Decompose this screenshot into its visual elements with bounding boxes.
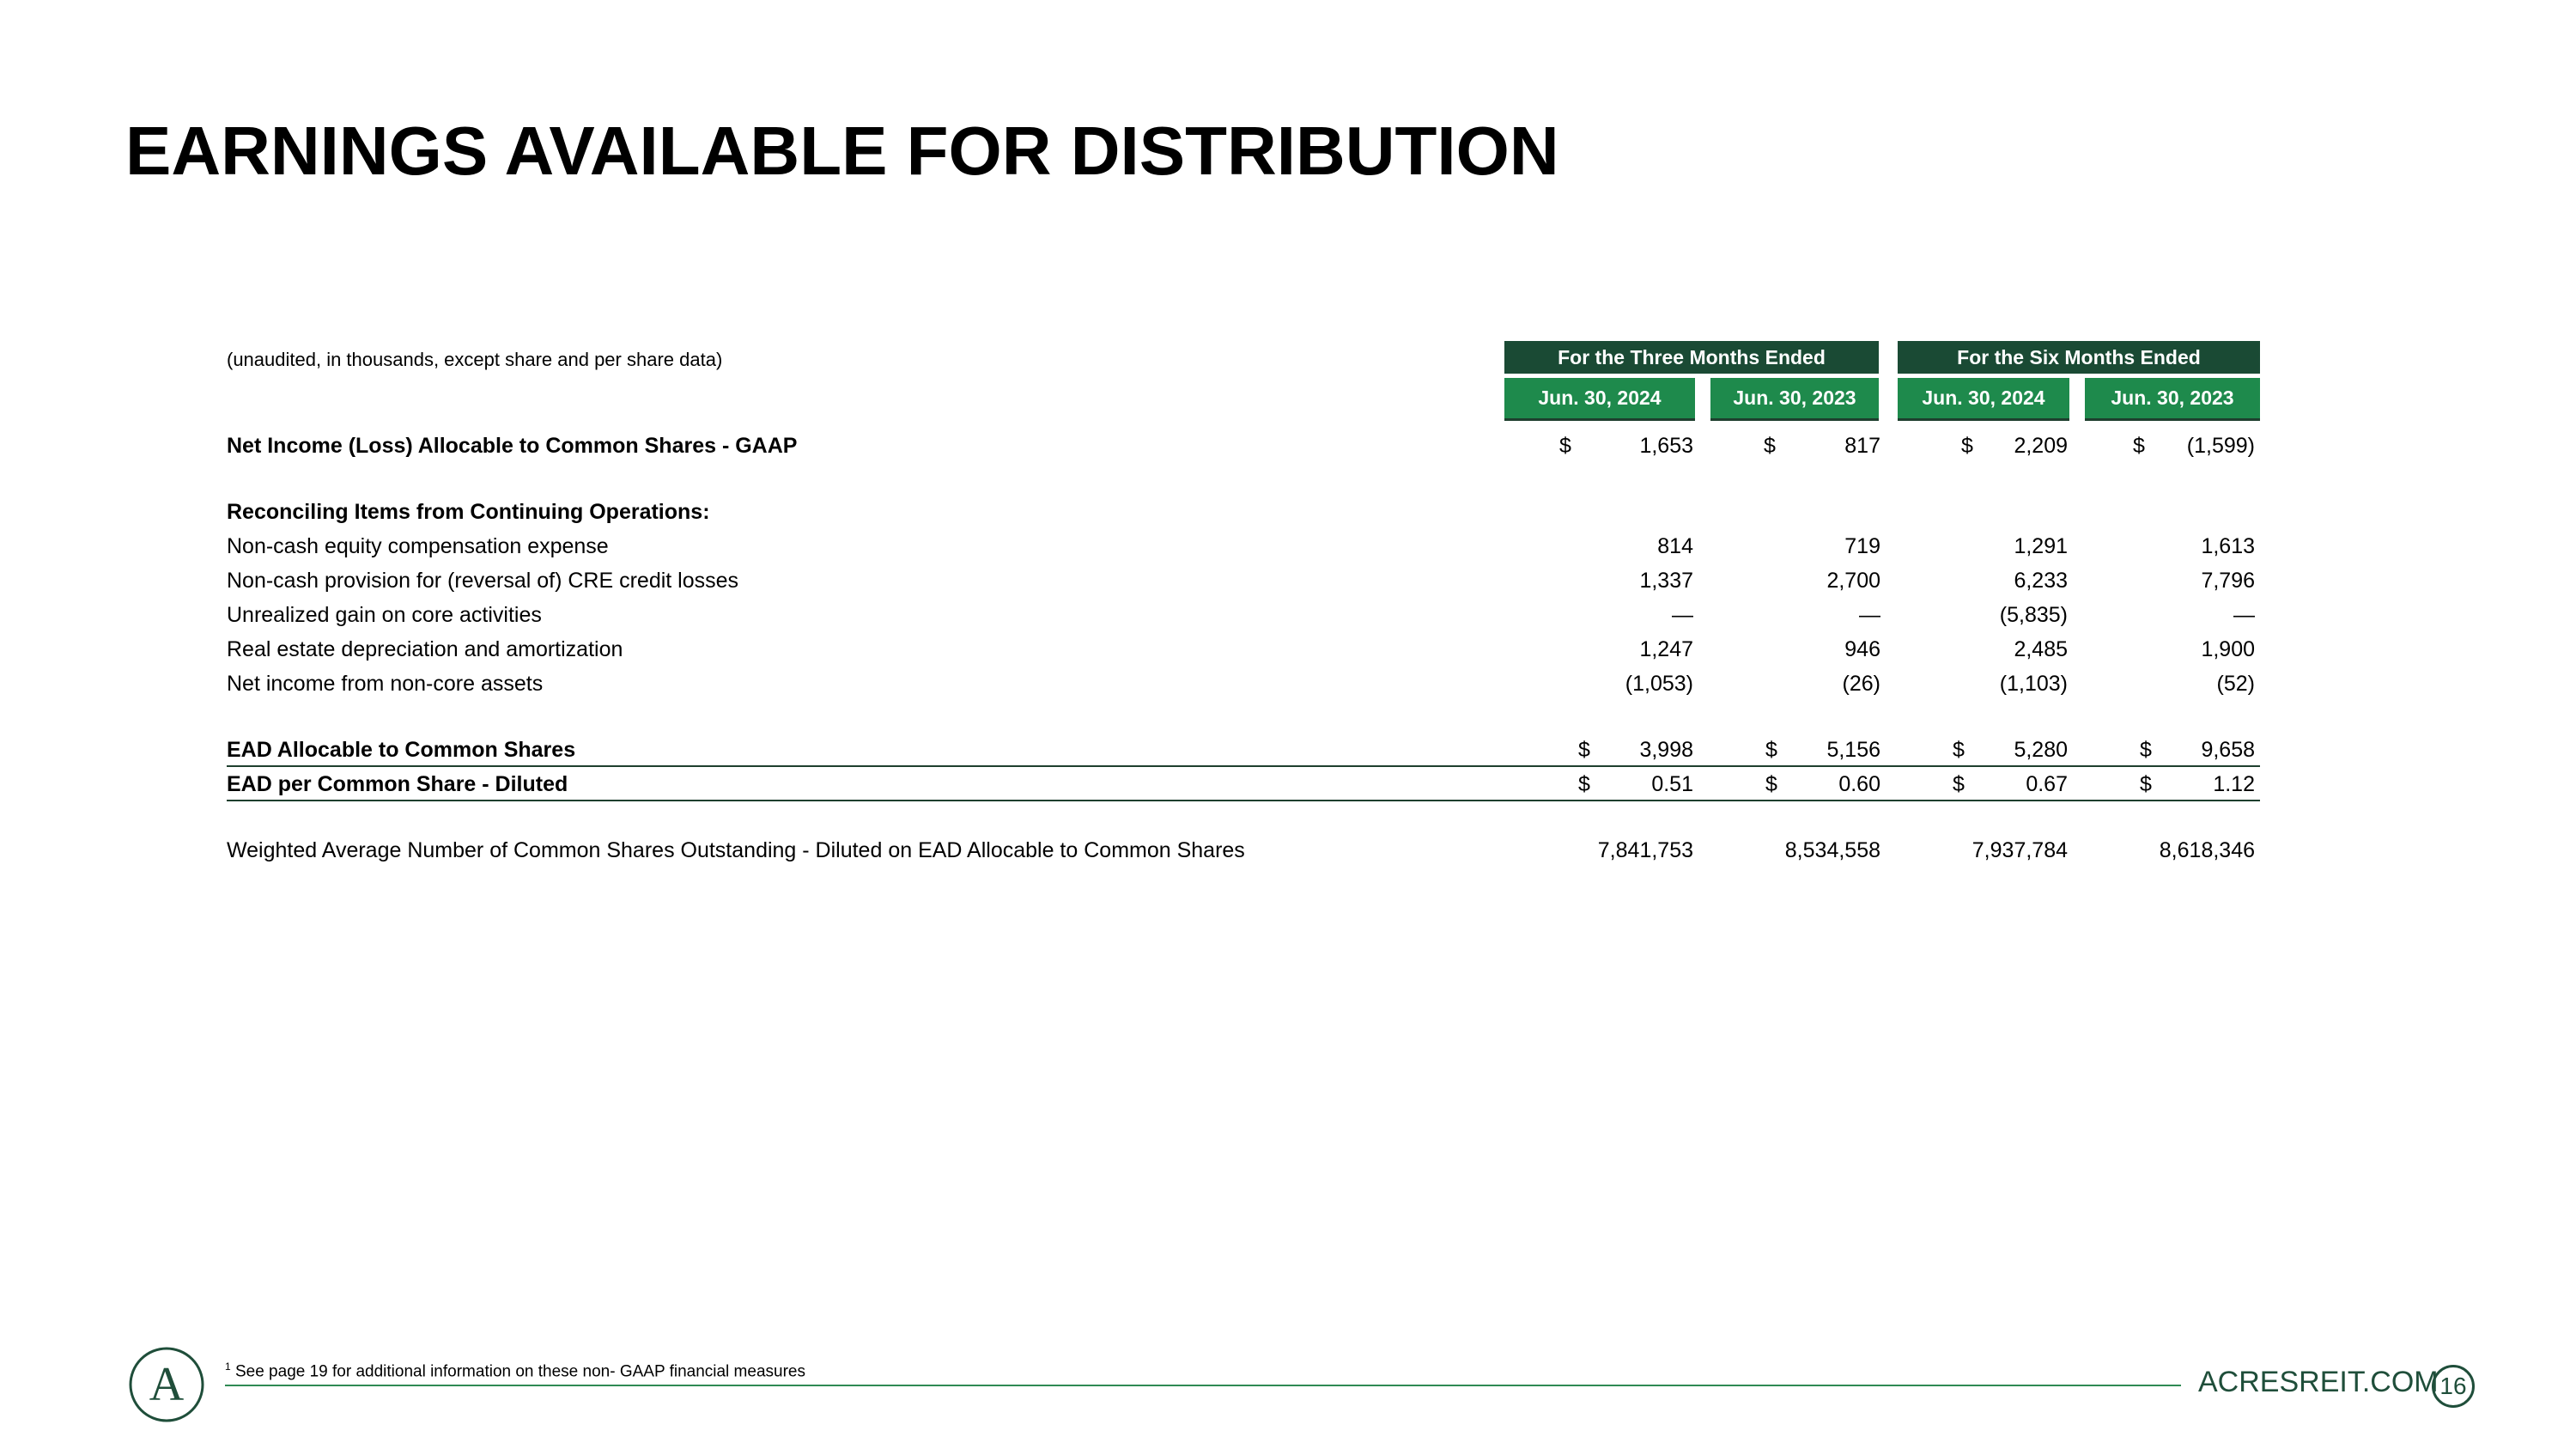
value-cell: 5,156 [1826, 738, 1880, 762]
value-cell: 2,485 [2014, 637, 2068, 661]
value-cell: 814 [1657, 534, 1693, 558]
currency-symbol: $ [1953, 738, 1965, 762]
value-cell: 0.51 [1651, 772, 1693, 796]
table-note: (unaudited, in thousands, except share and per share data) [227, 349, 723, 370]
row-unrealized-gain [0, 598, 2576, 632]
value-cell: — [2233, 603, 2255, 627]
value-cell: 1,653 [1639, 434, 1693, 458]
currency-symbol: $ [1953, 772, 1965, 796]
row-label: Non-cash equity compensation expense [227, 534, 609, 558]
svg-text:A: A [149, 1358, 185, 1411]
row-depreciation [0, 632, 2576, 667]
value-cell: 1,337 [1639, 569, 1693, 593]
header-col-1: Jun. 30, 2024 [1504, 378, 1695, 421]
acres-logo-icon [125, 1343, 208, 1426]
row-ead-allocable [0, 733, 2576, 767]
value-cell: 7,796 [2201, 569, 2255, 593]
value-cell: — [1672, 603, 1693, 627]
row-label: Net Income (Loss) Allocable to Common Shares - GAAP [227, 434, 798, 458]
currency-symbol: $ [1764, 434, 1776, 458]
row-label: EAD Allocable to Common Shares [227, 738, 576, 762]
value-cell: 817 [1844, 434, 1880, 458]
value-cell: 9,658 [2201, 738, 2255, 762]
currency-symbol: $ [1578, 772, 1590, 796]
row-label: Non-cash provision for (reversal of) CRE credit losses [227, 569, 739, 593]
value-cell: 0.67 [2026, 772, 2068, 796]
footnote [225, 1361, 805, 1381]
header-col-3: Jun. 30, 2024 [1898, 378, 2069, 421]
row-label: Real estate depreciation and amortization [227, 637, 623, 661]
value-cell: 1,291 [2014, 534, 2068, 558]
currency-symbol: $ [1961, 434, 1973, 458]
page-title: EARNINGS AVAILABLE FOR DISTRIBUTION [125, 113, 1559, 189]
page-number: 16 [2432, 1365, 2475, 1408]
value-cell: 3,998 [1639, 738, 1693, 762]
value-cell: 8,618,346 [2159, 838, 2255, 862]
row-weighted-average [0, 833, 2576, 868]
header-col-4: Jun. 30, 2023 [2085, 378, 2260, 421]
value-cell: 1,613 [2201, 534, 2255, 558]
value-cell: 1.12 [2213, 772, 2255, 796]
row-cre-credit-losses [0, 563, 2576, 598]
value-cell: 6,233 [2014, 569, 2068, 593]
value-cell: (5,835) [1999, 603, 2068, 627]
value-cell: (1,103) [1999, 672, 2068, 696]
row-label: Net income from non-core assets [227, 672, 544, 696]
value-cell: 1,247 [1639, 637, 1693, 661]
value-cell: 2,700 [1826, 569, 1880, 593]
value-cell: 719 [1844, 534, 1880, 558]
value-cell: (52) [2216, 672, 2255, 696]
currency-symbol: $ [1559, 434, 1571, 458]
header-group-six-months: For the Six Months Ended [1898, 341, 2260, 374]
value-cell: (1,599) [2186, 434, 2255, 458]
value-cell: — [1859, 603, 1880, 627]
value-cell: (26) [1842, 672, 1880, 696]
footnote-text: See page 19 for additional information on these non- GAAP financial measures [234, 1362, 805, 1381]
value-cell: 7,841,753 [1597, 838, 1693, 862]
row-label: Reconciling Items from Continuing Operations: [227, 500, 710, 524]
value-cell: 946 [1844, 637, 1880, 661]
currency-symbol: $ [1578, 738, 1590, 762]
row-reconciling-header [0, 495, 2576, 529]
row-equity-compensation [0, 529, 2576, 563]
value-cell: 1,900 [2201, 637, 2255, 661]
row-label: EAD per Common Share - Diluted [227, 772, 568, 796]
row-non-core-assets [0, 667, 2576, 701]
divider-line [227, 800, 2260, 801]
header-col-2: Jun. 30, 2023 [1710, 378, 1879, 421]
currency-symbol: $ [1765, 738, 1777, 762]
value-cell: 0.60 [1838, 772, 1880, 796]
header-group-three-months: For the Three Months Ended [1504, 341, 1879, 374]
currency-symbol: $ [2133, 434, 2145, 458]
row-label: Weighted Average Number of Common Shares Outstanding - Diluted on EAD Allocable to Common Shares [227, 838, 1245, 862]
value-cell: 5,280 [2014, 738, 2068, 762]
row-label: Unrealized gain on core activities [227, 603, 542, 627]
row-net-income [0, 429, 2576, 463]
footer-divider [225, 1385, 2181, 1386]
currency-symbol: $ [1765, 772, 1777, 796]
value-cell: 2,209 [2014, 434, 2068, 458]
value-cell: 8,534,558 [1784, 838, 1880, 862]
footnote-marker: 1 [225, 1361, 231, 1373]
row-ead-per-share [0, 767, 2576, 801]
currency-symbol: $ [2140, 772, 2152, 796]
value-cell: (1,053) [1625, 672, 1693, 696]
currency-symbol: $ [2140, 738, 2152, 762]
website-link[interactable]: ACRESREIT.COM [2198, 1366, 2439, 1398]
value-cell: 7,937,784 [1971, 838, 2068, 862]
